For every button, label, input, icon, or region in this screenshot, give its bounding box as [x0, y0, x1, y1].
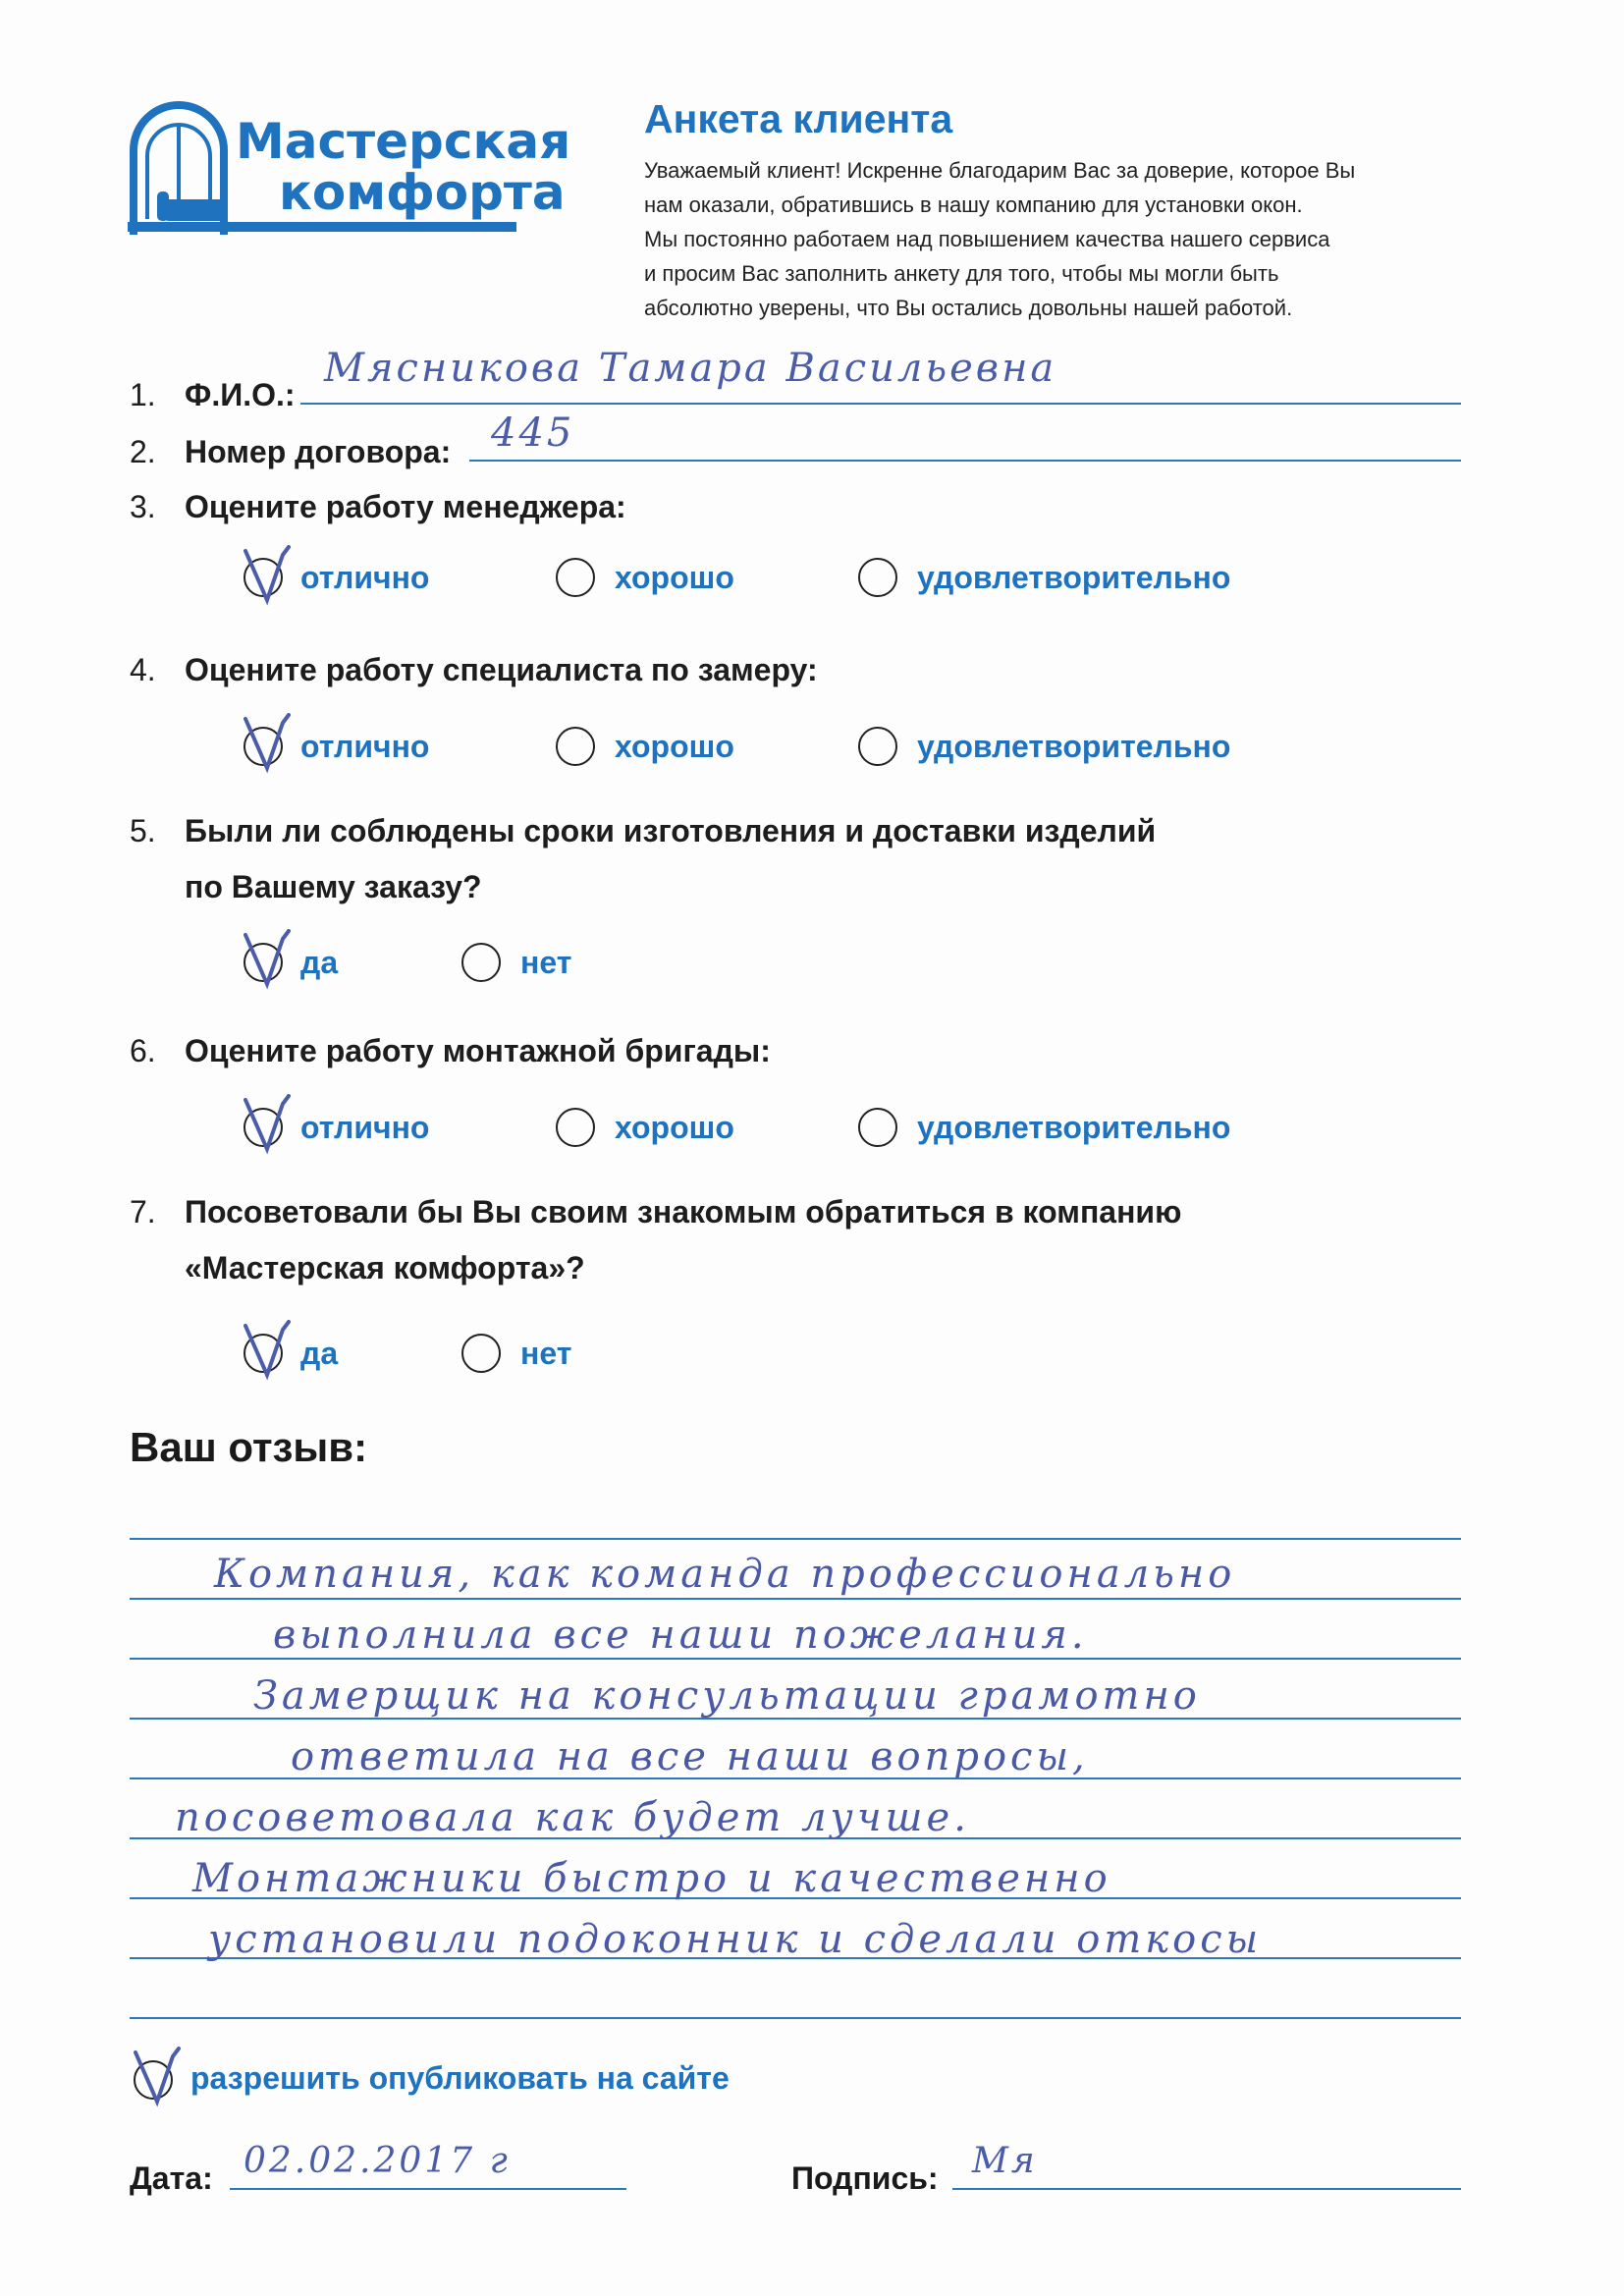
signature-field[interactable]: Мя: [972, 2141, 1038, 2181]
logo-underline: [128, 222, 516, 232]
question-number: 2.: [130, 434, 156, 469]
question-number: 1.: [130, 377, 156, 412]
check-mark-icon: [240, 929, 297, 992]
check-mark-icon: [240, 545, 297, 608]
question-number: 7.: [130, 1194, 156, 1230]
question-label: Посоветовали бы Вы своим знакомым обратиться в компанию: [185, 1194, 1182, 1230]
page-title: Анкета клиента: [644, 96, 953, 141]
option-label: отлично: [300, 729, 430, 764]
review-line: [130, 1598, 1461, 1600]
logo-text: [236, 113, 571, 221]
option-label: удовлетворительно: [917, 1110, 1231, 1145]
radio-q5-no[interactable]: [461, 943, 501, 982]
option-label: хорошо: [615, 560, 734, 595]
radio-q6-good[interactable]: [556, 1108, 595, 1147]
review-line: [130, 1538, 1461, 1540]
review-title: Ваш отзыв:: [130, 1424, 368, 1470]
review-text-line[interactable]: выполнила все наши пожелания.: [273, 1613, 1088, 1658]
review-text-line[interactable]: ответила на все наши вопросы,: [291, 1734, 1089, 1779]
intro-line: абсолютно уверены, что Вы остались довольны нашей работой.: [644, 296, 1293, 320]
question-label: Оцените работу монтажной бригады:: [185, 1033, 771, 1068]
option-label: хорошо: [615, 729, 734, 764]
option-label: да: [300, 1336, 339, 1371]
logo-window-icon: [128, 101, 230, 237]
question-6: [130, 1033, 771, 1069]
question-number: 3.: [130, 489, 156, 524]
logo-line2: комфорта: [279, 164, 566, 221]
intro-line: нам оказали, обратившись в нашу компанию для установки окон.: [644, 192, 1303, 217]
intro-line: Мы постоянно работаем над повышением качества нашего сервиса: [644, 227, 1330, 251]
question-3: [130, 489, 626, 525]
date-label: Дата:: [130, 2160, 213, 2196]
question-1: [130, 377, 296, 413]
fio-underline: [300, 403, 1461, 405]
signature-underline: [952, 2188, 1461, 2190]
review-text-line[interactable]: Монтажники быстро и качественно: [192, 1856, 1111, 1901]
option-label: нет: [520, 1336, 572, 1371]
question-5: [130, 813, 1156, 905]
date-underline: [230, 2188, 626, 2190]
question-number: 4.: [130, 652, 156, 687]
option-label: да: [300, 945, 339, 980]
question-number: 5.: [130, 813, 156, 848]
radio-q6-satisfactory[interactable]: [858, 1108, 897, 1147]
contract-underline: [469, 460, 1461, 462]
option-label: удовлетворительно: [917, 560, 1231, 595]
question-label-cont: по Вашему заказу?: [185, 869, 482, 904]
radio-q3-satisfactory[interactable]: [858, 558, 897, 597]
question-number: 6.: [130, 1033, 156, 1068]
date-field[interactable]: 02.02.2017 г: [244, 2141, 511, 2181]
option-label: отлично: [300, 560, 430, 595]
review-text-line[interactable]: посоветовала как будет лучше.: [175, 1795, 970, 1840]
question-label: Номер договора:: [185, 434, 452, 469]
contract-number-field[interactable]: 445: [491, 410, 575, 456]
question-label-cont: «Мастерская комфорта»?: [185, 1250, 585, 1285]
question-label: Оцените работу специалиста по замеру:: [185, 652, 818, 687]
check-mark-icon: [130, 2047, 187, 2109]
publish-label: разрешить опубликовать на сайте: [190, 2060, 730, 2096]
question-label: Были ли соблюдены сроки изготовления и доставки изделий: [185, 813, 1157, 848]
fio-field[interactable]: Мясникова Тамара Васильевна: [324, 346, 1057, 391]
question-label: Ф.И.О.:: [185, 377, 296, 412]
review-line: [130, 2017, 1461, 2019]
option-label: удовлетворительно: [917, 729, 1231, 764]
signature-label: Подпись:: [791, 2160, 939, 2196]
option-label: нет: [520, 945, 572, 980]
option-label: хорошо: [615, 1110, 734, 1145]
question-7: [130, 1194, 1181, 1286]
radio-q3-good[interactable]: [556, 558, 595, 597]
question-2: [130, 434, 451, 470]
radio-q7-no[interactable]: [461, 1334, 501, 1373]
check-mark-icon: [240, 713, 297, 776]
radio-q4-good[interactable]: [556, 727, 595, 766]
review-text-line[interactable]: Замерщик на консультации грамотно: [253, 1673, 1201, 1719]
review-text-line[interactable]: установили подоконник и сделали откосы: [208, 1917, 1263, 1962]
question-label: Оцените работу менеджера:: [185, 489, 626, 524]
question-4: [130, 652, 818, 688]
radio-q4-satisfactory[interactable]: [858, 727, 897, 766]
intro-line: и просим Вас заполнить анкету для того, чтобы мы могли быть: [644, 261, 1279, 286]
check-mark-icon: [240, 1094, 297, 1157]
intro-line: Уважаемый клиент! Искренне благодарим Вас за доверие, которое Вы: [644, 158, 1356, 183]
review-line: [130, 1658, 1461, 1660]
intro-text: [644, 153, 1479, 325]
review-text-line[interactable]: Компания, как команда профессионально: [214, 1552, 1236, 1597]
check-mark-icon: [240, 1320, 297, 1383]
logo-line1: Мастерская: [236, 113, 571, 170]
option-label: отлично: [300, 1110, 430, 1145]
